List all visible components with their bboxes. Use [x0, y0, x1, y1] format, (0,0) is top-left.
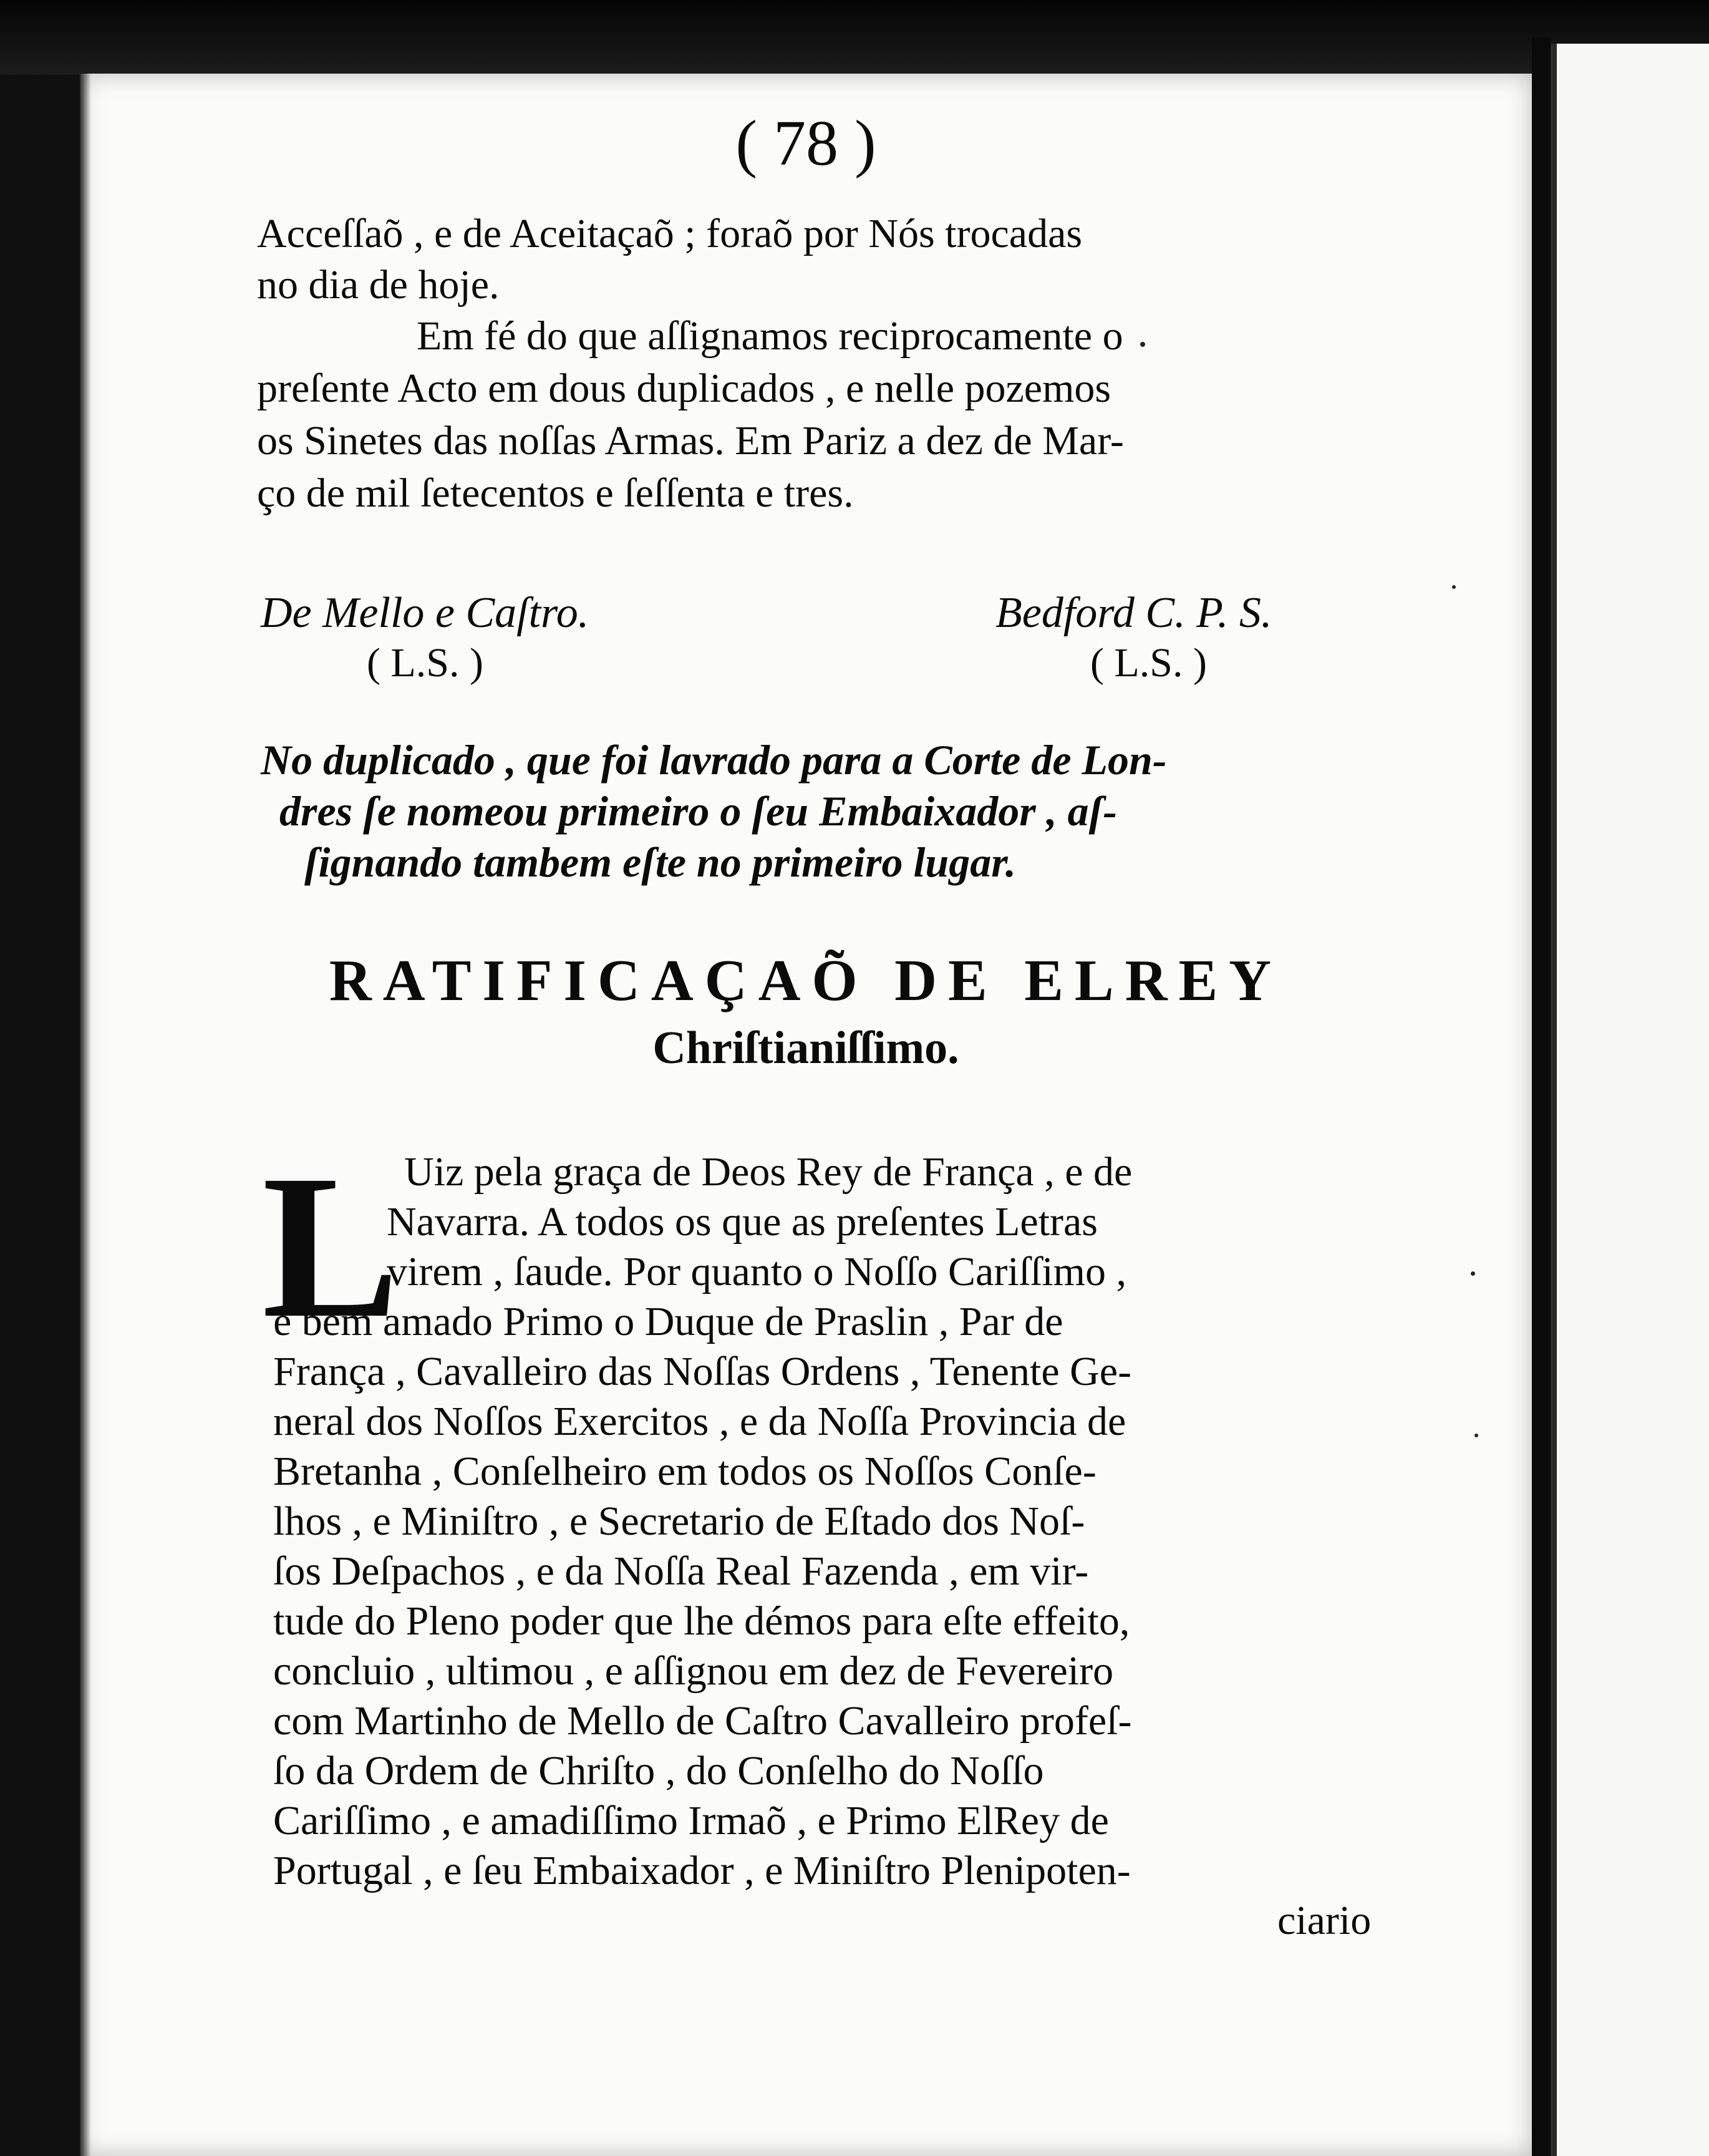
text-line: Em fé do que aſſignamos reciprocamente o	[417, 313, 1123, 359]
book-page	[80, 74, 1532, 2156]
facing-page-edge	[1551, 44, 1709, 2156]
body-line: e bem amado Primo o Duque de Praslin , Par de	[273, 1299, 1063, 1344]
seal-left: ( L.S. )	[367, 640, 483, 686]
scan-top-border	[0, 0, 1709, 75]
scan-speck	[1474, 1434, 1478, 1437]
signature-bedford: Bedford C. P. S.	[995, 589, 1272, 637]
body-line: Uiz pela graça de Deos Rey de França , e de	[404, 1149, 1133, 1195]
seal-right: ( L.S. )	[1090, 640, 1207, 686]
body-line: Navarra. A todos os que as preſentes Letras	[387, 1199, 1098, 1245]
page-number: ( 78 )	[735, 107, 876, 179]
section-subheading: Chriſtianiſſimo.	[652, 1022, 959, 1074]
text-line: os Sinetes das noſſas Armas. Em Pariz a dez de Mar-	[257, 418, 1124, 464]
body-line: neral dos Noſſos Exercitos , e da Noſſa Provincia de	[273, 1399, 1126, 1444]
signature-mello-castro: De Mello e Caſtro.	[261, 589, 589, 637]
facing-page-border	[1551, 44, 1557, 2156]
body-line: tude do Pleno poder que lhe démos para eſte effeito,	[273, 1598, 1130, 1644]
drop-cap: L	[262, 1133, 400, 1361]
catchword: ciario	[1277, 1898, 1372, 1943]
text-line	[257, 213, 1430, 255]
book-gutter	[1532, 37, 1551, 2156]
body-line: Bretanha , Conſelheiro em todos os Noſſos Conſe-	[273, 1449, 1097, 1494]
scan-speck	[1140, 342, 1145, 347]
scan-speck	[1471, 1271, 1475, 1276]
body-line: lhos , e Miniſtro , e Secretario de Eſtado dos Noſ-	[273, 1498, 1085, 1544]
body-line: França , Cavalleiro das Noſſas Ordens , Tenente Ge-	[273, 1349, 1132, 1394]
body-line: ſos Deſpachos , e da Noſſa Real Fazenda , em vir-	[273, 1548, 1089, 1594]
body-line: concluio , ultimou , e aſſignou em dez de Fevereiro	[273, 1648, 1114, 1694]
body-line: Cariſſimo , e amadiſſimo Irmaõ , e Primo ElRey de	[273, 1798, 1109, 1843]
page-edge-shadow	[80, 74, 91, 2156]
body-line: ſo da Ordem de Chriſto , do Conſelho do Noſſo	[273, 1748, 1044, 1794]
scan-speck	[1452, 585, 1456, 589]
section-heading: RATIFICAÇAÕ DE ELREY	[329, 948, 1283, 1013]
body-line: Portugal , e ſeu Embaixador , e Miniſtro Plenipoten-	[273, 1848, 1131, 1893]
text-line: ço de mil ſetecentos e ſeſſenta e tres.	[257, 470, 854, 516]
italic-note-line: ſignando tambem eſte no primeiro lugar.	[304, 838, 1016, 886]
body-line: virem , ſaude. Por quanto o Noſſo Cariſſimo ,	[387, 1249, 1127, 1294]
italic-note-line: No duplicado , que foi lavrado para a Corte de Lon-	[261, 736, 1167, 784]
text-line: preſente Acto em dous duplicados , e nelle pozemos	[257, 366, 1111, 411]
italic-note-line: dres ſe nomeou primeiro o ſeu Embaixador , aſ-	[279, 787, 1117, 835]
body-line: com Martinho de Mello de Caſtro Cavalleiro profeſ-	[273, 1698, 1132, 1744]
text-line-content: Acceſſaõ , e de Aceitaçaõ ; foraõ por Nós trocadas	[257, 211, 1083, 256]
text-line: no dia de hoje.	[257, 262, 500, 308]
